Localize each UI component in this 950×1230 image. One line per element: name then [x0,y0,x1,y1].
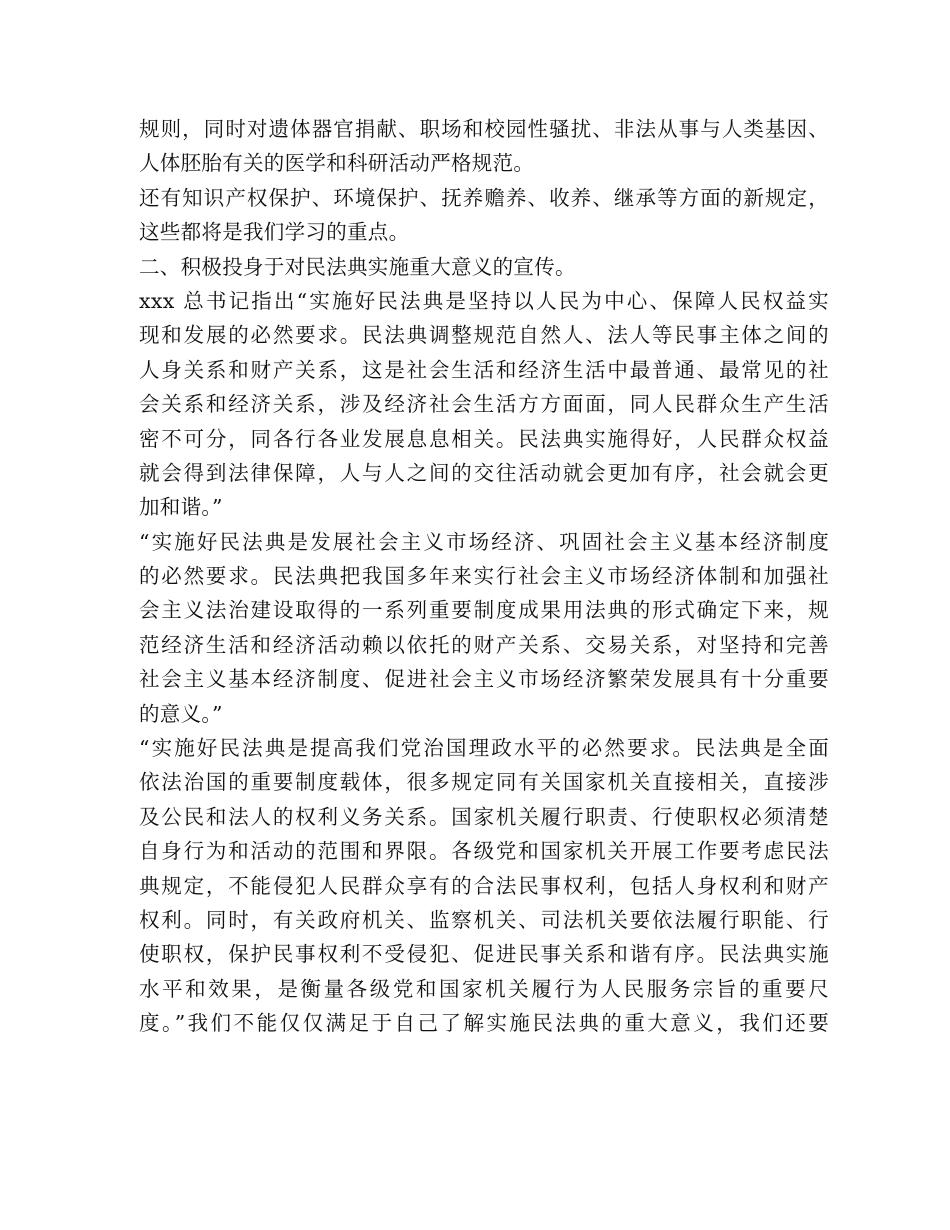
text-line: 规则，同时对遗体器官捐献、职场和校园性骚扰、非法从事与人类基因、 [139,117,829,141]
text-line: 权利。同时，有关政府机关、监察机关、司法机关要依法履行职能、行 [139,907,829,932]
text-line: 的意义。” [139,701,223,726]
text-line: 还有知识产权保护、环境保护、抚养赡养、收养、继承等方面的新规定， [139,185,829,210]
text-line: xxx 总书记指出“实施好民法典是坚持以人民为中心、保障人民权益实 [139,288,829,313]
text-line: 度。”我们不能仅仅满足于自己了解实施民法典的重大意义，我们还要 [139,1011,829,1036]
text-line: 典规定，不能侵犯人民群众享有的合法民事权利，包括人身权利和财产 [139,873,829,898]
text-line: 会关系和经济关系，涉及经济社会生活方方面面，同人民群众生产生活 [139,392,829,417]
text-line: 人体胚胎有关的医学和科研活动严格规范。 [139,151,535,176]
text-line: 现和发展的必然要求。民法典调整规范自然人、法人等民事主体之间的 [139,323,829,348]
text-line: 使职权，保护民事权利不受侵犯、促进民事关系和谐有序。民法典实施 [139,942,829,967]
text-line: 人身关系和财产关系，这是社会生活和经济生活中最普通、最常见的社 [139,357,829,382]
text-line: 水平和效果，是衡量各级党和国家机关履行为人民服务宗旨的重要尺 [139,976,829,1001]
text-line: 自身行为和活动的范围和界限。各级党和国家机关开展工作要考虑民法 [139,839,829,864]
text-line: 的必然要求。民法典把我国多年来实行社会主义市场经济体制和加强社 [139,564,829,589]
text-line: 二、积极投身于对民法典实施重大意义的宣传。 [139,254,576,279]
text-line: 依法治国的重要制度载体，很多规定同有关国家机关直接相关，直接涉 [139,770,829,795]
document-page [139,112,829,1041]
text-line: 范经济生活和经济活动赖以依托的财产关系、交易关系，对坚持和完善 [139,632,829,657]
text-line: 社会主义基本经济制度、促进社会主义市场经济繁荣发展具有十分重要 [139,667,829,692]
text-line: “实施好民法典是提高我们党治国理政水平的必然要求。民法典是全面 [139,736,829,761]
text-line: 及公民和法人的权利义务关系。国家机关履行职责、行使职权必须清楚 [139,804,829,829]
text-line: 会主义法治建设取得的一系列重要制度成果用法典的形式确定下来，规 [139,598,829,623]
text-line: 密不可分，同各行各业发展息息相关。民法典实施得好，人民群众权益 [139,426,829,451]
text-line: “实施好民法典是发展社会主义市场经济、巩固社会主义基本经济制度 [139,529,829,554]
text-line: 这些都将是我们学习的重点。 [139,220,410,245]
text-line: 就会得到法律保障，人与人之间的交往活动就会更加有序，社会就会更 [139,460,829,485]
text-line: 加和谐。” [139,495,223,520]
